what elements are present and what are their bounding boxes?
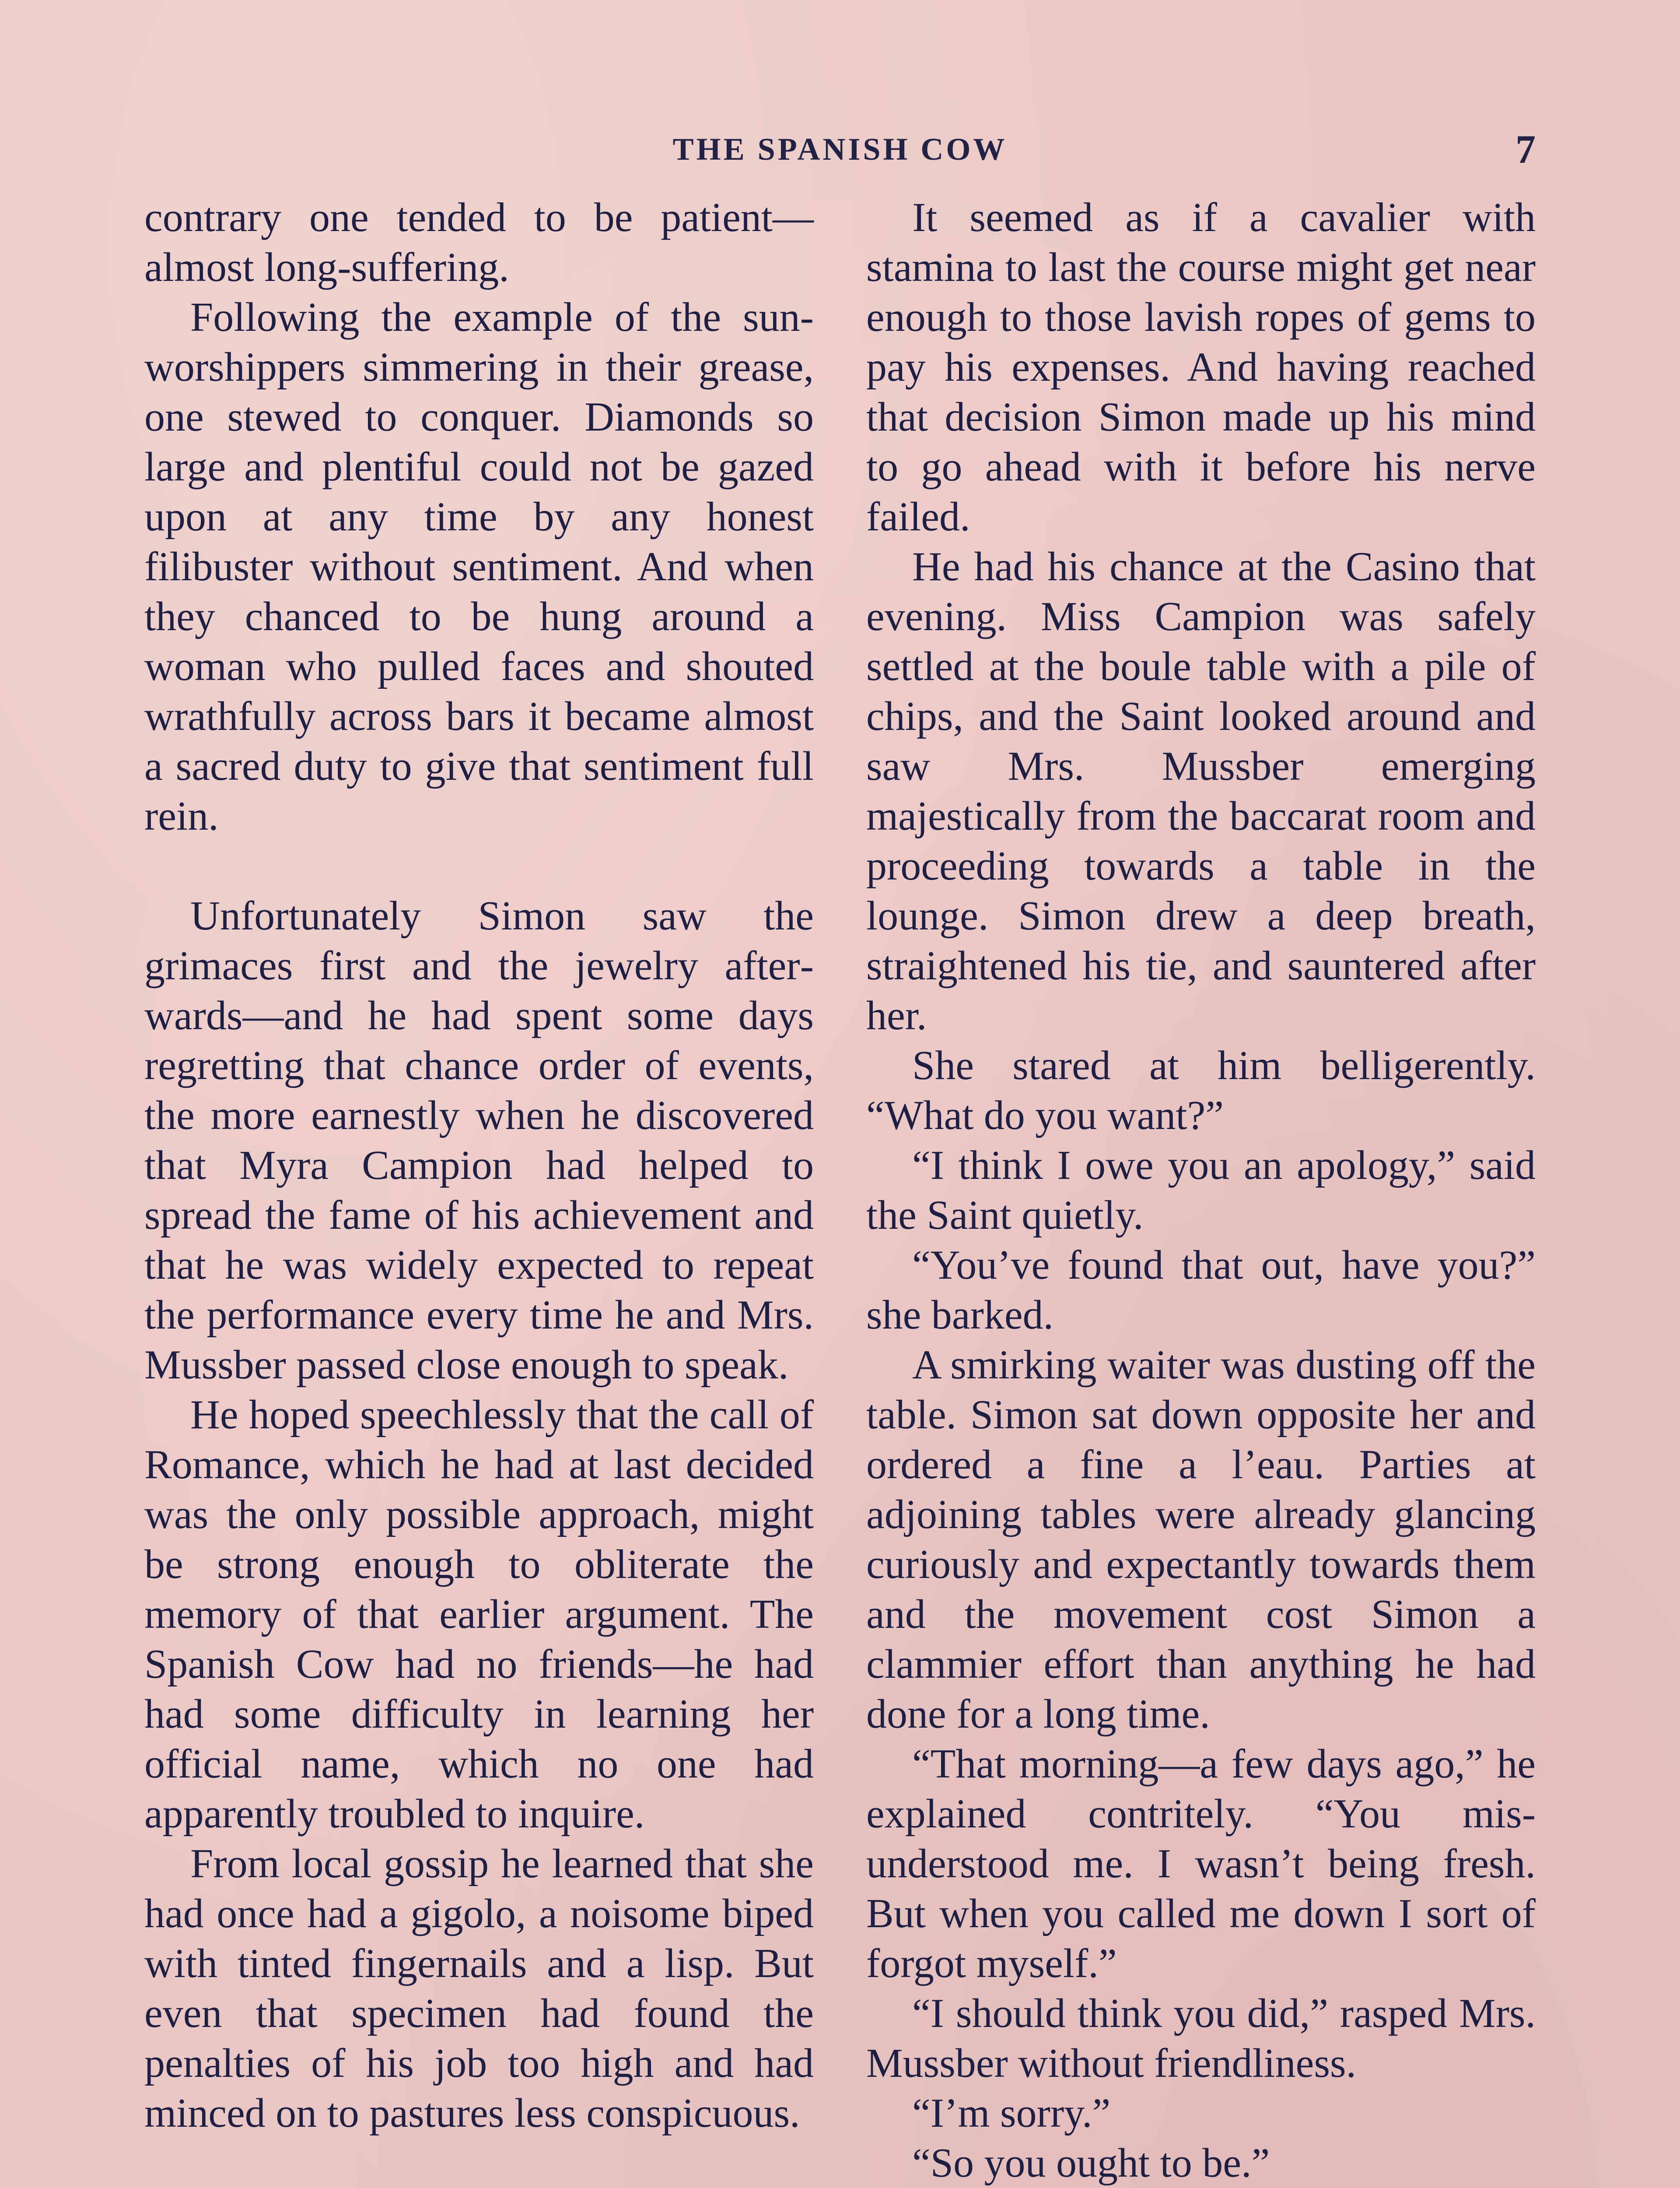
paragraph: It seemed as if a cavalier with stamina to last the course might get near enough to those lavish ropes of gems to pay his expenses. And having reached that decision Simon made up his mind to go ahead with it before his nerve failed. bbox=[866, 195, 1536, 540]
paragraph: Following the example of the sun-worshippers simmering in their grease, one stewed to conquer. Diamonds so large and plentiful could not be gazed upon at any time by any honest filibuster without sentiment. And when they chanced to be hung around a woman who pulled faces and shouted wrathfully across bars it became almost a sacred duty to give that sentiment full rein. bbox=[144, 295, 814, 839]
paragraph: contrary one tended to be patient—almost long-suffering. bbox=[144, 195, 814, 290]
right-column bbox=[866, 193, 1536, 2188]
paragraph: “I’m sorry.” bbox=[912, 2090, 1111, 2136]
paragraph: She stared at him belligerently. “What do you want?” bbox=[866, 1043, 1536, 1138]
paragraph: A smirking waiter was dusting off the table. Simon sat down opposite her and ordered a fine a l’eau. Parties at adjoining tables were already glancing curiously and expectantly towards them and the movement cost Simon a clammier effort than anything he had done for a long time. bbox=[866, 1342, 1536, 1737]
paragraph: He had his chance at the Casino that evening. Miss Campion was safely settled at the boule table with a pile of chips, and the Saint looked around and saw Mrs. Mussber emerging majestically from the baccarat room and proceeding towards a table in the lounge. Simon drew a deep breath, straightened his tie, and sauntered after her. bbox=[866, 544, 1536, 1038]
running-head bbox=[144, 127, 1536, 179]
page-number: 7 bbox=[1516, 127, 1536, 172]
paragraph: He hoped speechlessly that the call of Romance, which he had at last decided was the only possible approach, might be strong enough to obliterate the memory of that earlier argument. The Spanish Cow had no friends—he had had some difficulty in learning her official name, which no one had apparently troubled to inquire. bbox=[144, 1392, 814, 1837]
paragraph: “That morning—a few days ago,” he explained contritely. “You misunderstood me. I wasn’t being fresh. But when you called me down I sort of forgot myself.” bbox=[866, 1741, 1536, 1986]
paragraph: “I think I owe you an apology,” said the Saint quietly. bbox=[866, 1143, 1536, 1238]
paragraph: Unfortunately Simon saw the grimaces first and the jewelry afterwards—and he had spent some days regretting that chance order of events, the more earnestly when he discovered that Myra Campion had helped to spread the fame of his achievement and that he was widely expected to repeat the performance every time he and Mrs. Mussber passed close enough to speak. bbox=[144, 893, 814, 1388]
paragraph: “You’ve found that out, have you?” she barked. bbox=[866, 1242, 1536, 1338]
paragraph: “I should think you did,” rasped Mrs. Mussber without friendliness. bbox=[866, 1991, 1536, 2086]
left-column bbox=[144, 193, 814, 2138]
paragraph: “So you ought to be.” bbox=[912, 2140, 1270, 2186]
running-head-title: THE SPANISH COW bbox=[672, 132, 1008, 167]
paragraph: From local gossip he learned that she had once had a gigolo, a noisome biped with tinted fingernails and a lisp. But even that specimen had found the penalties of his job too high and had minced on to pastures less conspicuous. bbox=[144, 1841, 814, 2136]
